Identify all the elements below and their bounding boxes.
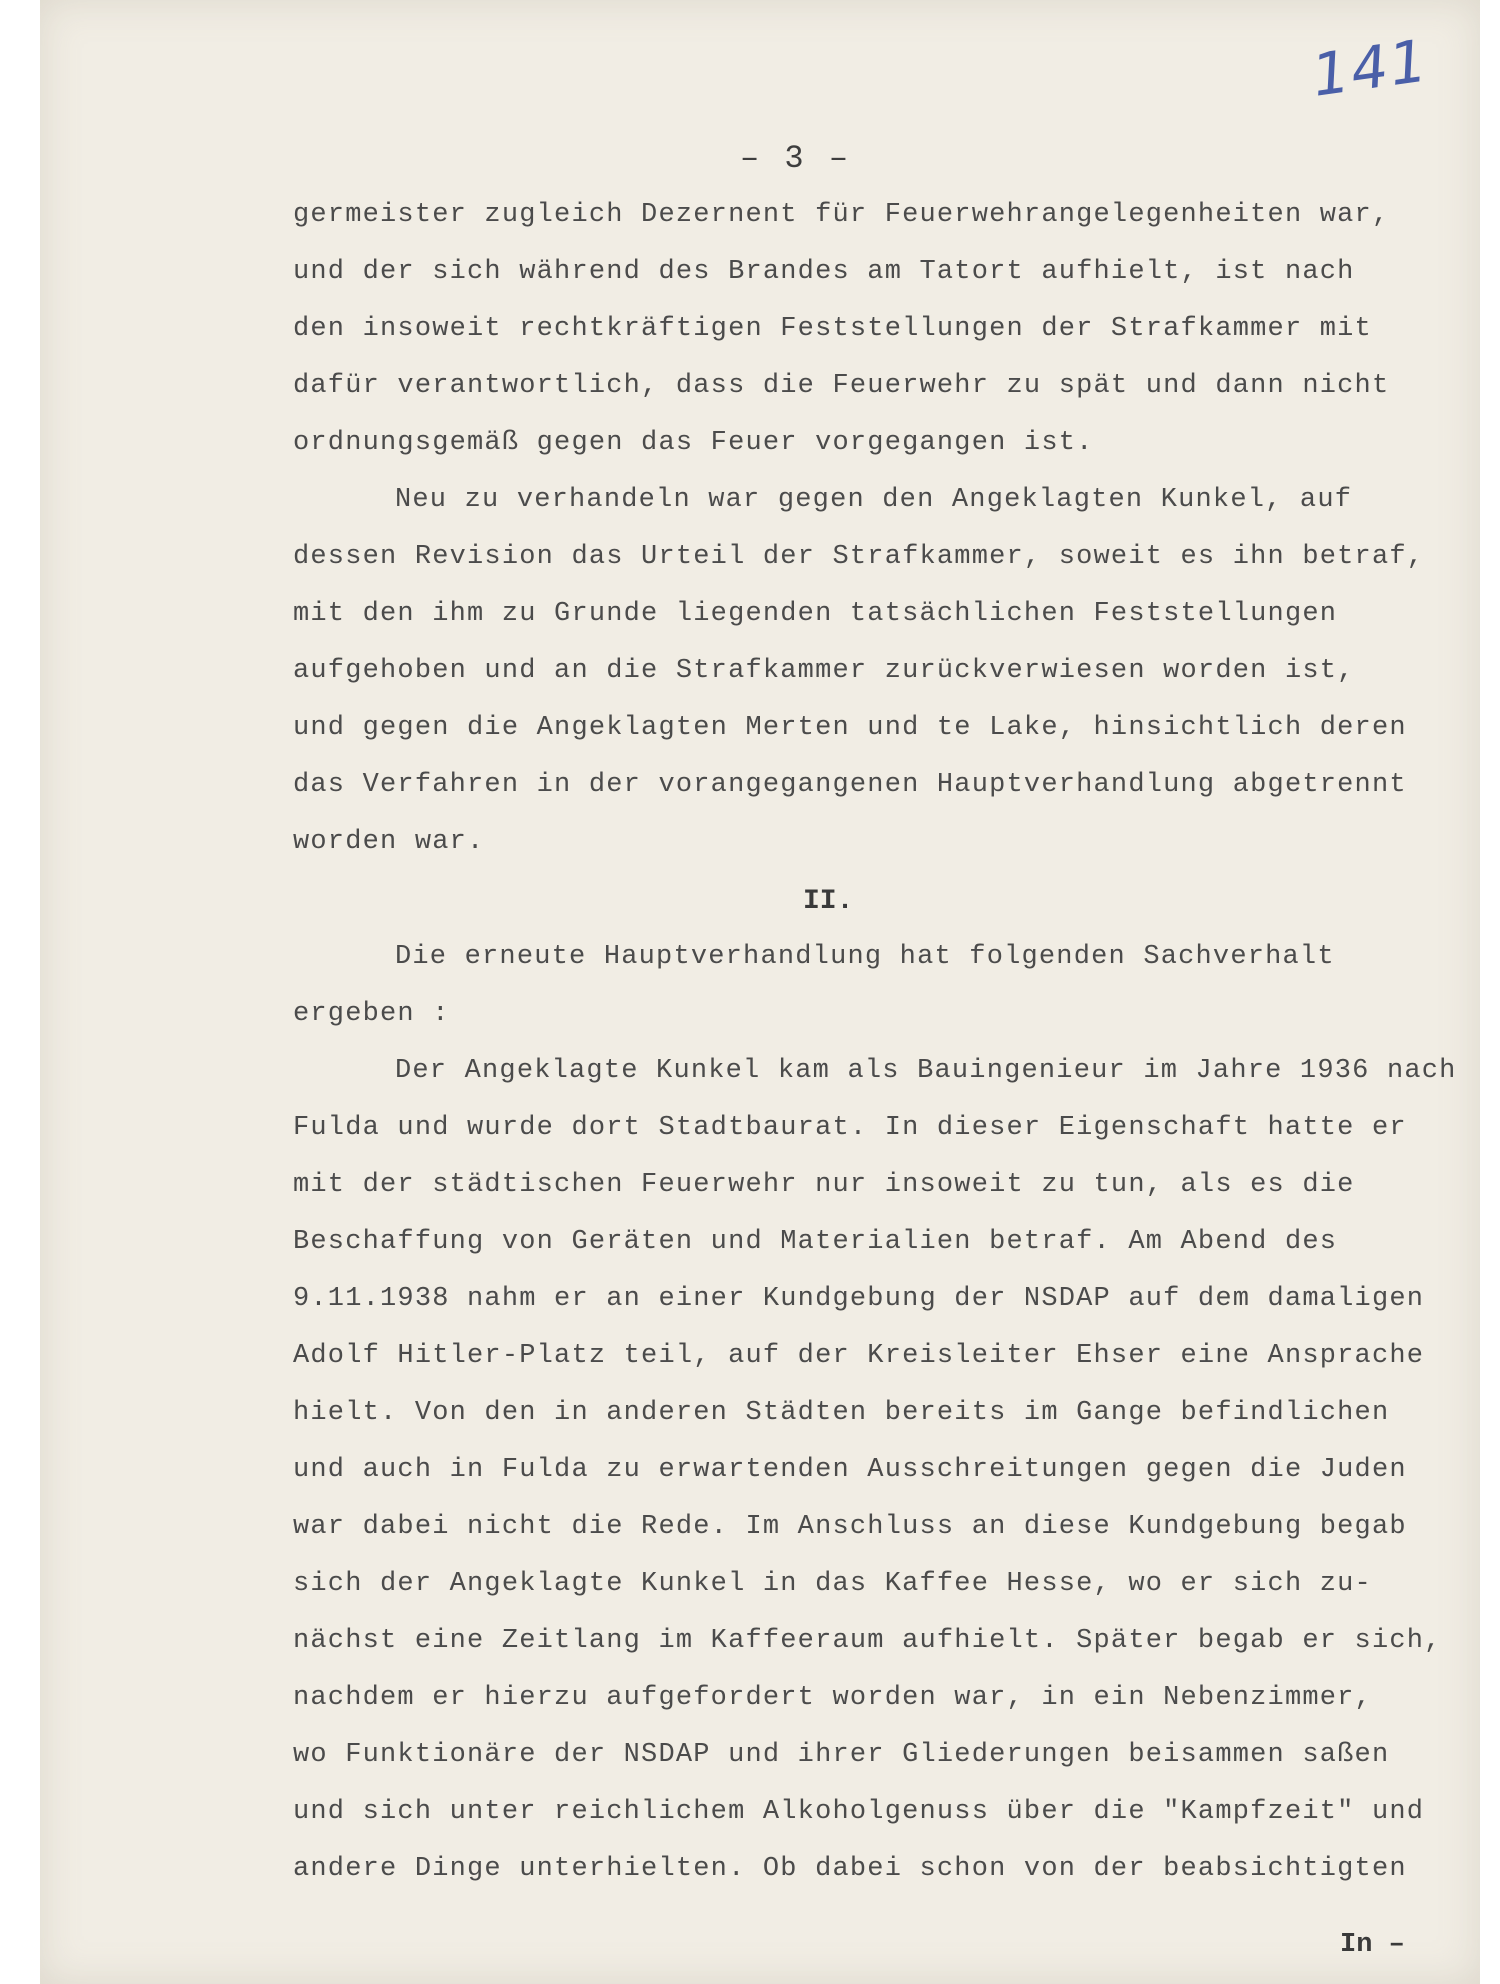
text-line: germeister zugleich Dezernent für Feuerwehrangelegenheiten war, xyxy=(293,200,1390,230)
text-line: Neu zu verhandeln war gegen den Angeklagten Kunkel, auf xyxy=(395,485,1353,515)
text-line: dessen Revision das Urteil der Strafkammer, soweit es ihn betraf, xyxy=(293,542,1425,572)
text-line: mit den ihm zu Grunde liegenden tatsächlichen Feststellungen xyxy=(293,599,1338,629)
text-line: wo Funktionäre der NSDAP und ihrer Gliederungen beisammen saßen xyxy=(293,1740,1390,1770)
text-line: andere Dinge unterhielten. Ob dabei schon von der beabsichtigten xyxy=(293,1854,1407,1884)
text-line: Der Angeklagte Kunkel kam als Bauingenieur im Jahre 1936 nach xyxy=(395,1056,1457,1086)
text-line: ergeben : xyxy=(293,999,450,1029)
text-line: das Verfahren in der vorangegangenen Hauptverhandlung abgetrennt xyxy=(293,770,1407,800)
text-line: aufgehoben und an die Strafkammer zurückverwiesen worden ist, xyxy=(293,656,1355,686)
text-line: Beschaffung von Geräten und Materialien betraf. Am Abend des xyxy=(293,1227,1338,1257)
text-line: nächst eine Zeitlang im Kaffeeraum aufhielt. Später begab er sich, xyxy=(293,1626,1442,1656)
document-page xyxy=(40,0,1480,1984)
text-line: und der sich während des Brandes am Tatort aufhielt, ist nach xyxy=(293,257,1355,287)
text-line: hielt. Von den in anderen Städten bereits im Gange befindlichen xyxy=(293,1398,1390,1428)
text-line: und auch in Fulda zu erwartenden Ausschreitungen gegen die Juden xyxy=(293,1455,1407,1485)
text-line: und gegen die Angeklagten Merten und te Lake, hinsichtlich deren xyxy=(293,713,1407,743)
text-line: Die erneute Hauptverhandlung hat folgenden Sachverhalt xyxy=(395,942,1335,972)
text-line: worden war. xyxy=(293,827,485,857)
text-line: Adolf Hitler-Platz teil, auf der Kreisleiter Ehser eine Ansprache xyxy=(293,1341,1425,1371)
text-line: 9.11.1938 nahm er an einer Kundgebung der NSDAP auf dem damaligen xyxy=(293,1284,1425,1314)
text-line: dafür verantwortlich, dass die Feuerwehr zu spät und dann nicht xyxy=(293,371,1390,401)
text-line: Fulda und wurde dort Stadtbaurat. In dieser Eigenschaft hatte er xyxy=(293,1113,1407,1143)
handwritten-folio-number: 141 xyxy=(1307,26,1433,110)
text-line: war dabei nicht die Rede. Im Anschluss an diese Kundgebung begab xyxy=(293,1512,1407,1542)
text-line: den insoweit rechtkräftigen Feststellungen der Strafkammer mit xyxy=(293,314,1372,344)
page-number: – 3 – xyxy=(740,140,852,177)
text-line: sich der Angeklagte Kunkel in das Kaffee Hesse, wo er sich zu- xyxy=(293,1569,1372,1599)
text-line: mit der städtischen Feuerwehr nur insoweit zu tun, als es die xyxy=(293,1170,1355,1200)
section-heading: II. xyxy=(803,886,854,917)
text-line: ordnungsgemäß gegen das Feuer vorgegangen ist. xyxy=(293,428,1094,458)
text-line: nachdem er hierzu aufgefordert worden war, in ein Nebenzimmer, xyxy=(293,1683,1372,1713)
text-line: und sich unter reichlichem Alkoholgenuss über die "Kampfzeit" und xyxy=(293,1797,1425,1827)
catchword: In – xyxy=(1340,1930,1405,1960)
